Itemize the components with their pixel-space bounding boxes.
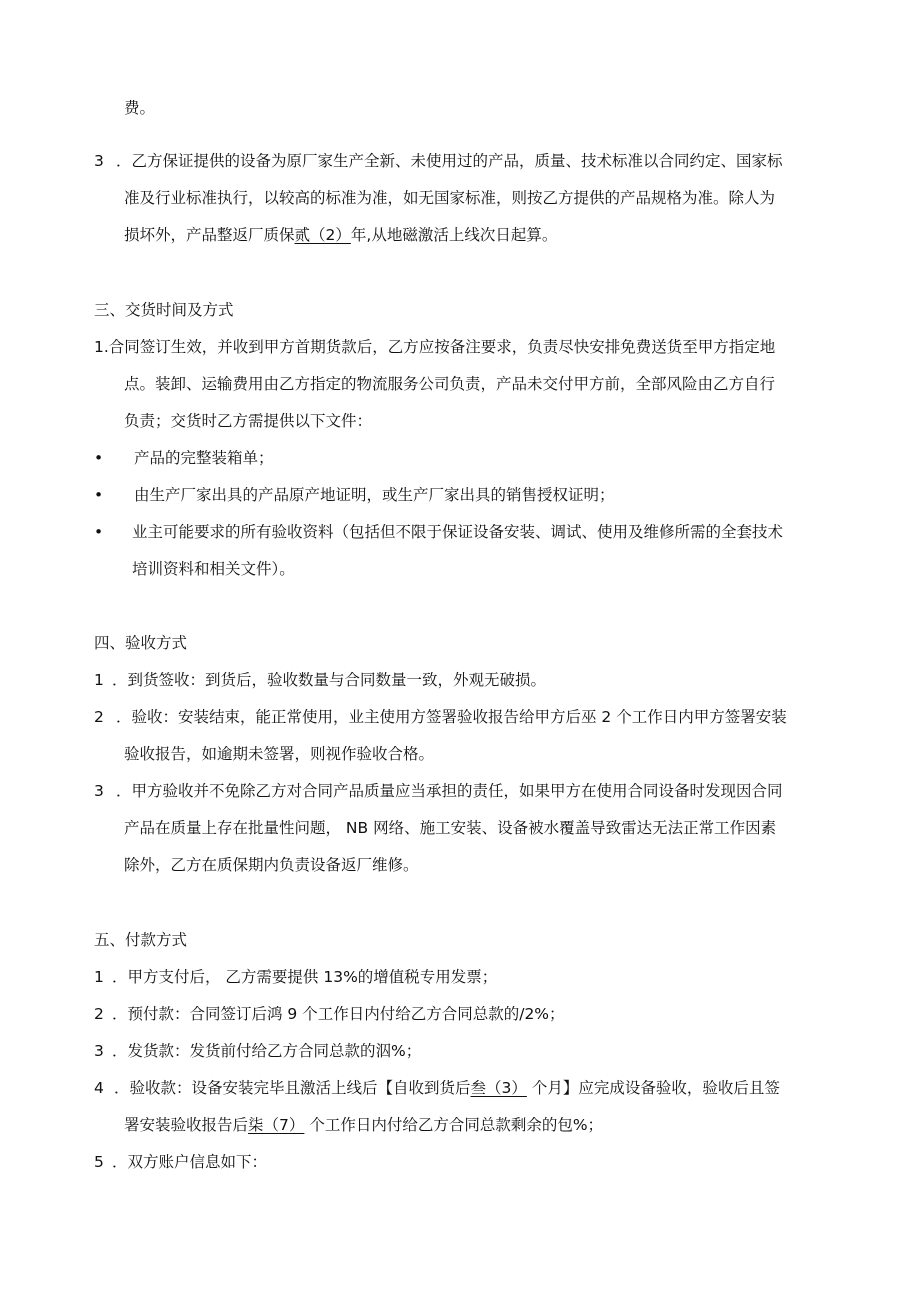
item-number: 5 — [94, 1153, 104, 1171]
clause-text: ．甲方支付后， 乙方需要提供 13%的增值税专用发票； — [112, 968, 498, 986]
clause-text: 准及行业标准执行，以较高的标准为准，如无国家标准，则按乙方提供的产品规格为准。除人为 — [124, 189, 776, 207]
bullet-dot: • — [94, 523, 104, 541]
item-number: 1 — [94, 968, 104, 986]
clause-text: ．到货签收：到货后，验收数量与合同数量一致，外观无破损。 — [112, 671, 547, 689]
clause-text-part: ．验收款：设备安装完毕且激活上线后【自收到货后 — [114, 1079, 471, 1097]
clause-text: 除外，乙方在质保期内负责设备返厂维修。 — [124, 856, 419, 874]
bullet-text: 产品的完整装箱单； — [134, 449, 274, 467]
clause-text: 点。装卸、运输费用由乙方指定的物流服务公司负责，产品未交付甲方前，全部风险由乙方自行 — [124, 375, 776, 393]
clause-text: ．乙方保证提供的设备为原厂家生产全新、未使用过的产品，质量、技术标准以合同约定、国家标 — [116, 152, 783, 170]
bullet-dot: • — [94, 486, 104, 504]
clause-text: ．预付款：合同签订后鸿 9 个工作日内付给乙方合同总款的/2%； — [112, 1005, 565, 1023]
clause-text-part: 年,从地磁激活上线次日起算。 — [350, 226, 558, 244]
clause-text-part: 个工作日内付给乙方合同总款剩余的包%； — [304, 1116, 604, 1134]
bullet-text: 由生产厂家出具的产品原产地证明，或生产厂家出具的销售授权证明； — [134, 486, 615, 504]
section-heading: 四、验收方式 — [94, 634, 188, 652]
clause-text-part: 署安装验收报告后 — [124, 1116, 249, 1134]
bullet-dot: • — [94, 449, 104, 467]
section-heading: 五、付款方式 — [94, 931, 188, 949]
clause-text — [124, 1115, 603, 1135]
item-number: 3 — [94, 1042, 104, 1060]
clause-text-part: 个月】应完成设备验收，验收后且签 — [526, 1079, 780, 1097]
clause-text: ．甲方验收并不免除乙方对合同产品质量应当承担的责任，如果甲方在使用合同设备时发现因合同 — [116, 782, 783, 800]
clause-text-part: 损坏外，产品整返厂质保 — [124, 226, 295, 244]
clause-text: ．验收：安装结束，能正常使用，业主使用方签署验收报告给甲方后巫 2 个工作日内甲方签署安装 — [116, 708, 787, 726]
item-number: 1 — [94, 671, 104, 689]
months-underlined: 叁（3） — [470, 1079, 527, 1097]
clause-text: 负责；交货时乙方需提供以下文件： — [124, 412, 373, 430]
continued-text: 费。 — [124, 99, 156, 117]
bullet-text: 业主可能要求的所有验收资料（包括但不限于保证设备安装、调试、使用及维修所需的全套技术 — [132, 523, 784, 541]
item-number: 3 — [94, 152, 104, 170]
clause-text: ．双方账户信息如下： — [112, 1153, 268, 1171]
clause-text — [124, 225, 557, 245]
clause-text: ．发货款：发货前付给乙方合同总款的泅%； — [112, 1042, 422, 1060]
item-number: 2 — [94, 1005, 104, 1023]
section-heading: 三、交货时间及方式 — [94, 301, 234, 319]
warranty-years-underlined: 贰（2） — [294, 226, 351, 244]
workdays-underlined: 柒（7） — [248, 1116, 305, 1134]
item-number: 3 — [94, 782, 104, 800]
item-number: 2 — [94, 708, 104, 726]
item-number: 4 — [94, 1079, 104, 1097]
clause-text: 验收报告，如逾期未签署，则视作验收合格。 — [124, 745, 435, 763]
clause-text: 1.合同签订生效，并收到甲方首期货款后，乙方应按备注要求，负责尽快安排免费送货至甲方指定地 — [94, 338, 776, 356]
clause-text: 产品在质量上存在批量性问题， NB 网络、施工安装、设备被水覆盖导致雷达无法正常工作因素 — [124, 819, 777, 837]
clause-text — [114, 1078, 780, 1098]
bullet-text: 培训资料和相关文件）。 — [132, 560, 295, 578]
